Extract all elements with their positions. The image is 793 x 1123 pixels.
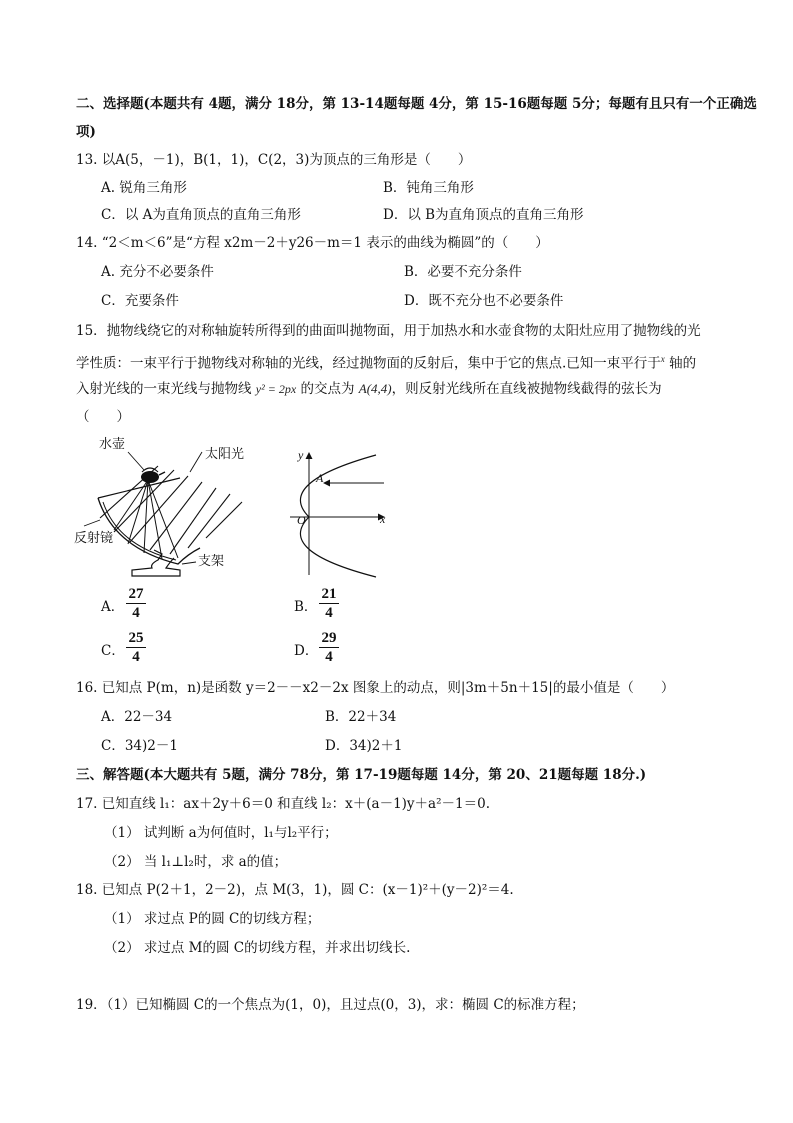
q13-option-b: B．钝角三角形 bbox=[383, 180, 474, 196]
label-origin: O bbox=[297, 513, 306, 527]
label-point-a: A bbox=[316, 471, 324, 485]
q15-line3 bbox=[76, 379, 662, 399]
section3-heading: 三、解答题(本大题共有 5题，满分 78分，第 17-19题每题 14分，第 20、21题每题 18分.) bbox=[76, 767, 647, 783]
label-x: x bbox=[380, 512, 386, 526]
q16-option-c: C．34)2－1 bbox=[101, 738, 178, 754]
parabola-curve bbox=[300, 455, 376, 577]
dish-curve bbox=[98, 498, 200, 564]
mirror-pointer bbox=[84, 520, 100, 526]
q15-option-d-denominator: 4 bbox=[325, 649, 333, 665]
q15-option-c-denominator: 4 bbox=[132, 649, 140, 665]
q15-option-a-fraction bbox=[126, 586, 146, 621]
q16-option-d: D．34)2＋1 bbox=[325, 738, 403, 754]
q15-option-d-fraction bbox=[319, 630, 339, 665]
q13-option-d: D．以 B为直角顶点的直角三角形 bbox=[383, 207, 584, 223]
q18-sub1: （1） 求过点 P的圆 C的切线方程； bbox=[104, 911, 321, 927]
q15-parabola-formula: y² = 2px bbox=[255, 382, 297, 396]
q14-option-a: A. 充分不必要条件 bbox=[101, 264, 214, 280]
q15-line3-text-b: 的交点为 bbox=[296, 381, 359, 397]
q15-option-a-numerator: 27 bbox=[128, 586, 144, 602]
label-stand: 支架 bbox=[198, 554, 225, 569]
q16-stem: 16. 已知点 P(m，n)是函数 y＝2－－x2－2x 图象上的动点，则|3m＋5n＋15|的最小值是（ ） bbox=[76, 680, 675, 696]
q15-option-c-numerator: 25 bbox=[128, 630, 144, 646]
q16-option-b: B．22＋34 bbox=[325, 709, 397, 725]
q14-stem: 14. “2＜m＜6”是“方程 x2m－2＋y26－m＝1 表示的曲线为椭圆”的（ ） bbox=[76, 235, 549, 251]
q14-option-c: C．充要条件 bbox=[101, 293, 179, 309]
q13-option-a: A. 锐角三角形 bbox=[101, 180, 187, 196]
section2-heading-line1: 二、选择题(本题共有 4题，满分 18分，第 13-14题每题 4分，第 15-16题每题 5分；每题有且只有一个正确选 bbox=[76, 96, 757, 112]
q18-sub2: （2） 求过点 M的圆 C的切线方程，并求出切线长. bbox=[104, 940, 411, 956]
q14-option-b: B．必要不充分条件 bbox=[404, 264, 522, 280]
q14-option-d: D．既不充分也不必要条件 bbox=[404, 293, 564, 309]
kettle-pointer bbox=[128, 452, 144, 470]
label-y: y bbox=[298, 448, 304, 462]
q15-line1: 15．抛物线绕它的对称轴旋转所得到的曲面叫抛物面，用于加热水和水壶食物的太阳灶应用了抛物线的光 bbox=[76, 323, 701, 339]
label-sunlight: 太阳光 bbox=[205, 447, 245, 462]
q15-option-d-label: D． bbox=[294, 643, 319, 659]
dish-rim bbox=[98, 478, 180, 498]
q17-stem: 17. 已知直线 l₁：ax＋2y＋6＝0 和直线 l₂：x＋(a－1)y＋a²－1＝0. bbox=[76, 796, 490, 812]
q15-option-c-fraction bbox=[126, 630, 146, 665]
q15-line2 bbox=[76, 349, 696, 374]
q16-option-a: A．22－34 bbox=[101, 709, 173, 725]
q17-sub1: （1） 试判断 a为何值时，l₁与l₂平行； bbox=[104, 825, 338, 841]
fraction-bar bbox=[319, 603, 339, 604]
label-kettle: 水壶 bbox=[99, 437, 126, 452]
q15-option-b-denominator: 4 bbox=[325, 605, 333, 621]
fraction-bar bbox=[319, 647, 339, 648]
q15-option-b-label: B． bbox=[294, 599, 318, 615]
stand-pointer bbox=[182, 562, 196, 564]
q15-option-b-fraction bbox=[319, 586, 339, 621]
q15-option-d-numerator: 29 bbox=[321, 630, 337, 646]
q15-x-symbol: x bbox=[660, 354, 665, 364]
q18-stem: 18. 已知点 P(2＋1，2－2)，点 M(3，1)，圆 C：(x－1)²＋(y－2)²＝4. bbox=[76, 882, 514, 898]
q15-line3-text-c: ，则反射光线所在直线被抛物线截得的弦长为 bbox=[391, 381, 662, 397]
q15-option-a-label: A． bbox=[101, 599, 125, 615]
q15-line4: （ ） bbox=[76, 409, 130, 425]
fraction-bar bbox=[126, 647, 146, 648]
q15-point-a: A(4,4) bbox=[358, 381, 392, 396]
fraction-bar bbox=[126, 603, 146, 604]
q15-option-b-numerator: 21 bbox=[321, 586, 337, 602]
section2-heading-line2: 项) bbox=[76, 124, 96, 140]
q15-line3-text-a: 入射光线的一束光线与抛物线 bbox=[76, 381, 256, 397]
q15-option-a-denominator: 4 bbox=[132, 605, 140, 621]
q15-option-c-label: C． bbox=[101, 643, 125, 659]
q13-option-c: C．以 A为直角顶点的直角三角形 bbox=[101, 207, 301, 223]
q17-sub2: （2） 当 l₁⊥l₂时，求 a的值； bbox=[104, 854, 288, 870]
q13-stem: 13. 以A(5，－1)，B(1，1)，C(2，3)为顶点的三角形是（ ） bbox=[76, 152, 472, 168]
label-mirror: 反射镜 bbox=[74, 531, 114, 546]
q19-stem: 19．（1）已知椭圆 C的一个焦点为(1，0)，且过点(0，3)，求：椭圆 C的标准方程； bbox=[76, 997, 585, 1013]
q15-line2-text-b: 轴的 bbox=[664, 355, 697, 372]
sun-pointer bbox=[190, 452, 202, 472]
q15-line2-text-a: 学性质：一束平行于抛物线对称轴的光线，经过抛物面的反射后，集中于它的焦点.已知一束平行于 bbox=[76, 355, 661, 372]
